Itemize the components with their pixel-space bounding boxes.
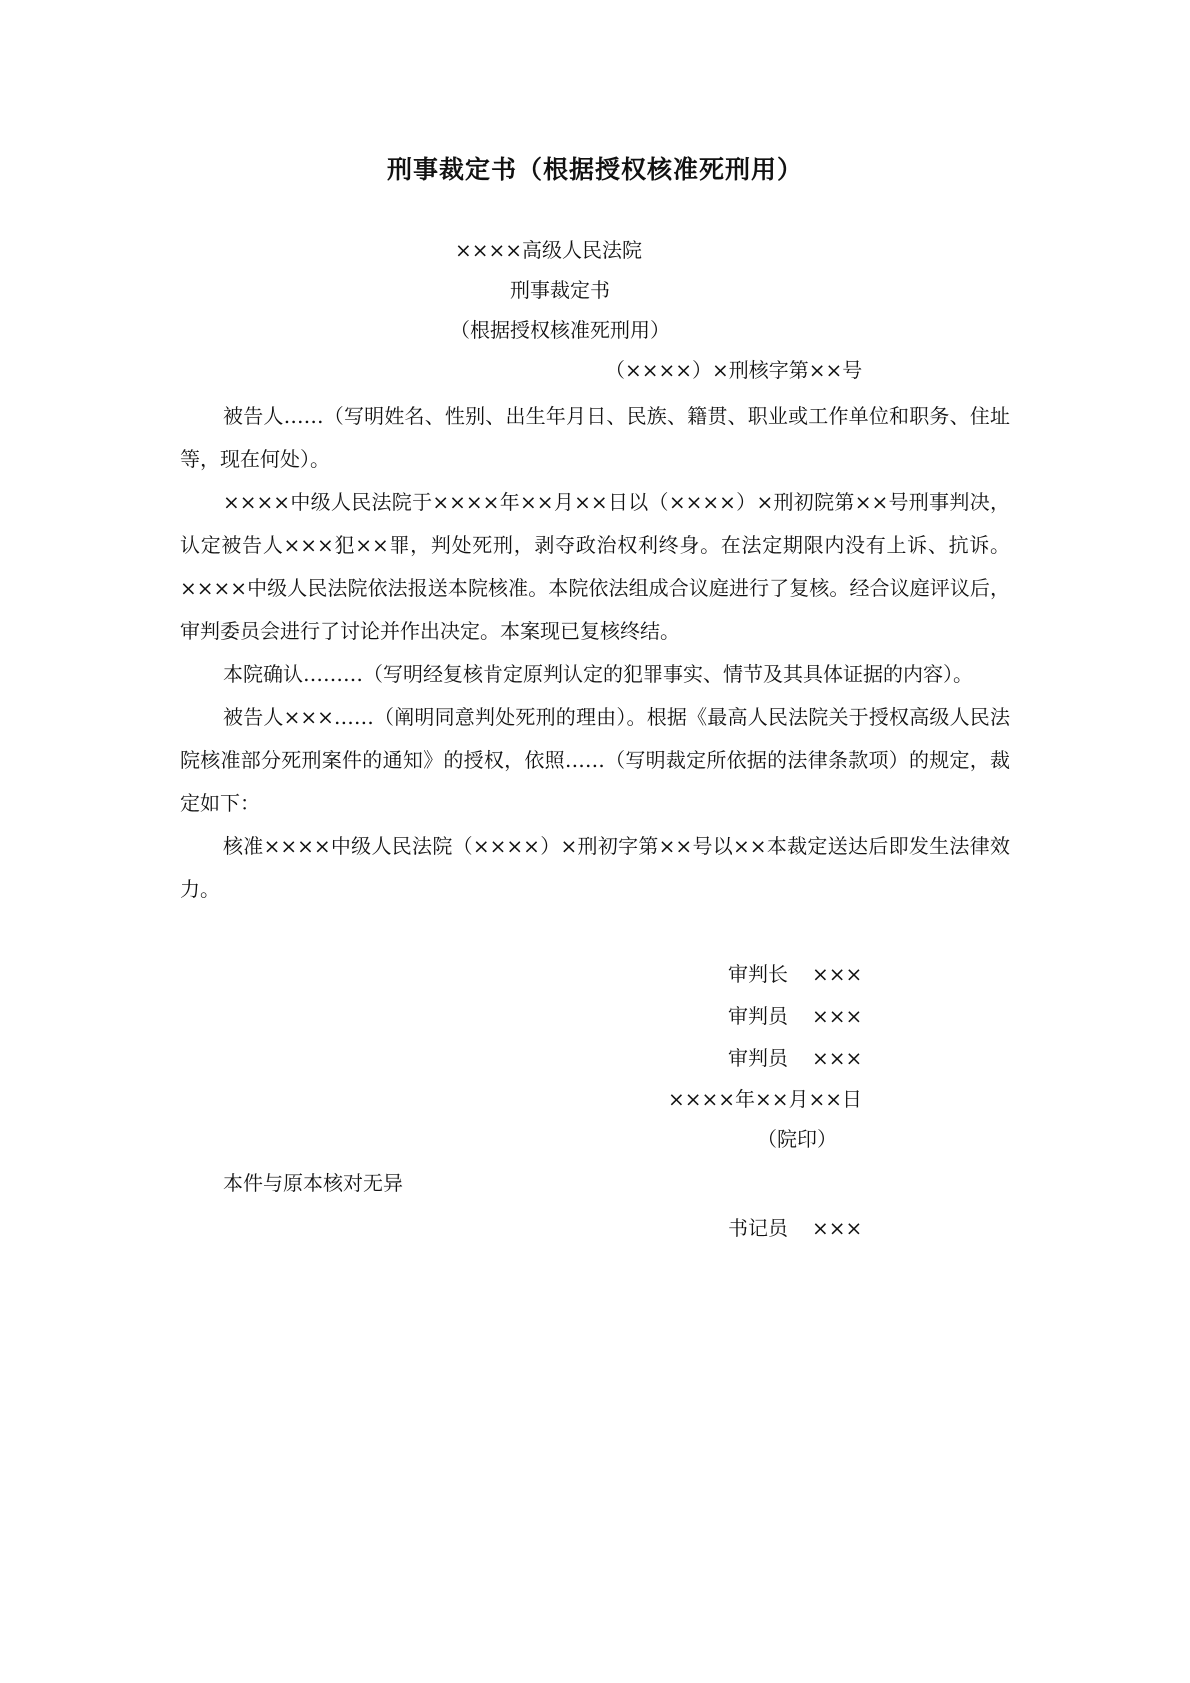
court-seal: （院印） — [757, 1127, 837, 1151]
signature-name: ××× — [812, 962, 863, 986]
paragraph-findings: 本院确认………（写明经复核肯定原判认定的犯罪事实、情节及其具体证据的内容）。 — [223, 662, 973, 686]
document-title: 刑事裁定书（根据授权核准死刑用） — [386, 155, 803, 184]
signature-presiding-judge — [728, 958, 862, 987]
document-type: 刑事裁定书 — [510, 278, 610, 302]
signature-name: ××× — [812, 1004, 863, 1028]
court-name: ××××高级人民法院 — [455, 238, 643, 262]
signature-name: ××× — [812, 1216, 863, 1240]
signature-role: 审判长 — [728, 962, 788, 986]
signature-role: 审判员 — [728, 1004, 788, 1028]
signature-judge-1 — [728, 1000, 862, 1029]
signature-role: 书记员 — [728, 1216, 788, 1240]
paragraph-defendant: 被告人……（写明姓名、性别、出生年月日、民族、籍贯、职业或工作单位和职务、住址等，现在何处）。 — [180, 404, 1010, 471]
signature-name: ××× — [812, 1046, 863, 1070]
ruling-date: ××××年××月××日 — [668, 1087, 863, 1111]
certification-note: 本件与原本核对无异 — [223, 1171, 403, 1195]
paragraph-reasoning: 被告人×××……（阐明同意判处死刑的理由）。根据《最高人民法院关于授权高级人民法院核准部分死刑案件的通知》的授权，依照……（写明裁定所依据的法律条款项）的规定，裁定如下： — [180, 705, 1010, 815]
document-subtitle: （根据授权核准死刑用） — [450, 318, 670, 342]
paragraph-ruling: 核准××××中级人民法院（××××）×刑初字第××号以××本裁定送达后即发生法律效力。 — [180, 834, 1010, 901]
case-number: （××××）×刑核字第××号 — [605, 358, 863, 382]
signature-clerk — [728, 1212, 862, 1241]
signature-judge-2 — [728, 1042, 862, 1071]
body-text — [180, 395, 1010, 911]
signature-role: 审判员 — [728, 1046, 788, 1070]
paragraph-procedure: ××××中级人民法院于××××年××月××日以（××××）×刑初院第××号刑事判决，认定被告人×××犯××罪，判处死刑，剥夺政治权利终身。在法定期限内没有上诉、抗诉。××××中级人民法院依法报送本院核准。本院依法组成合议庭进行了复核。经合议庭评议后，审判委员会进行了讨论并作出决定。本案现已复核终结。 — [180, 490, 1010, 643]
